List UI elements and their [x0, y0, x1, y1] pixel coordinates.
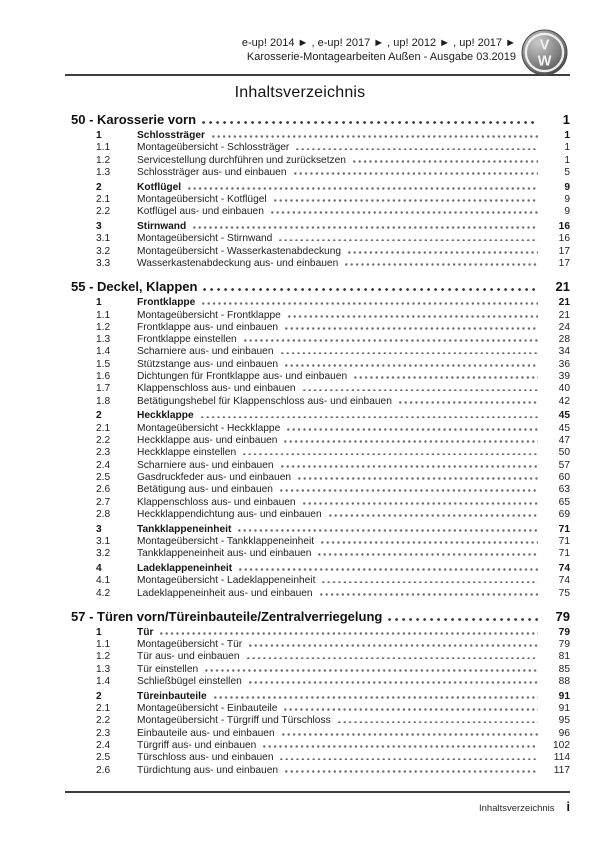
toc-item-title: Klappenschloss aus- und einbauen	[137, 496, 296, 508]
toc-item-number: 1.3	[96, 166, 111, 178]
toc-item-page-number: 1	[564, 130, 570, 141]
toc-item-page-number: 71	[558, 548, 570, 560]
toc-item-number: 2.1	[96, 703, 111, 715]
toc-item-number: 3.3	[96, 257, 111, 269]
toc-item-page-number: 117	[553, 764, 570, 776]
dot-leader	[303, 389, 538, 392]
toc-item-row[interactable]	[65, 447, 570, 459]
dot-leader	[205, 669, 538, 672]
toc-item-title: Wasserkastenabdeckung aus- und einbauen	[137, 257, 339, 269]
toc-item-title: Heckklappe einstellen	[137, 447, 237, 459]
dot-leader	[294, 172, 538, 175]
toc-item-number: 2.2	[96, 435, 111, 447]
toc	[65, 112, 570, 777]
dot-leader	[193, 226, 538, 229]
toc-item-page-number: 17	[558, 245, 570, 257]
toc-item-title: Kotflügel aus- und einbauen	[137, 206, 264, 218]
toc-item-page-number: 21	[558, 309, 570, 321]
toc-item-row[interactable]	[65, 575, 570, 587]
toc-chapter-row[interactable]	[65, 112, 570, 127]
page-header	[65, 0, 570, 76]
toc-item-page-number: 60	[558, 471, 570, 483]
toc-item-number: 1	[96, 130, 102, 141]
toc-item-page-number: 39	[558, 371, 570, 383]
dot-leader	[202, 302, 538, 305]
toc-item-row[interactable]	[65, 233, 570, 245]
dot-leader	[160, 632, 538, 635]
toc-item-number: 2.2	[96, 206, 111, 218]
toc-item-row[interactable]	[65, 322, 570, 334]
toc-item-title: Montageübersicht - Ladeklappeneinheit	[137, 575, 316, 587]
dot-leader	[285, 770, 538, 773]
dot-leader	[212, 135, 538, 138]
toc-item-number: 3.2	[96, 548, 111, 560]
toc-item-title: Frontklappe einstellen	[137, 334, 237, 346]
toc-item-row[interactable]	[65, 155, 570, 167]
toc-item-row[interactable]	[65, 142, 570, 154]
toc-item-row[interactable]	[65, 536, 570, 548]
toc-item-title: Montageübersicht - Einbauteile	[137, 703, 278, 715]
toc-item-number: 1.2	[96, 154, 111, 166]
toc-item-number: 2.4	[96, 740, 111, 752]
dot-leader	[321, 541, 538, 544]
dot-leader	[247, 657, 538, 660]
toc-item-page-number: 17	[558, 257, 570, 269]
toc-item-page-number: 45	[558, 410, 570, 422]
toc-item-row[interactable]	[65, 206, 570, 218]
dot-leader	[244, 339, 538, 342]
toc-item-page-number: 9	[564, 206, 570, 218]
dot-leader	[243, 453, 538, 456]
toc-item-number: 3	[96, 523, 102, 535]
toc-item-number: 4.2	[96, 587, 111, 599]
toc-item-page-number: 74	[558, 563, 570, 574]
dot-leader	[284, 708, 538, 711]
toc-item-number: 2.6	[96, 484, 111, 496]
toc-item-title: Scharniere aus- und einbauen	[137, 346, 274, 358]
dot-leader	[274, 199, 538, 202]
dot-leader	[296, 148, 538, 151]
toc-item-number: 1	[96, 626, 102, 638]
toc-item-number: 2.3	[96, 447, 111, 459]
dot-leader	[320, 593, 538, 596]
dot-leader	[285, 364, 538, 367]
toc-item-number: 1.8	[96, 395, 111, 407]
toc-item-row[interactable]	[65, 182, 570, 194]
toc-item-title: Montageübersicht - Kotflügel	[137, 193, 267, 205]
toc-chapter-label: 57 - Türen vorn/Türeinbauteile/Zentralverriegelung	[71, 608, 383, 624]
toc-item-title: Montageübersicht - Tür	[137, 639, 243, 651]
toc-item-number: 1.4	[96, 676, 111, 688]
dot-leader	[249, 681, 538, 684]
toc-item-page-number: 91	[558, 703, 570, 715]
dot-leader	[353, 160, 538, 163]
toc-item-number: 2	[96, 181, 102, 193]
toc-item-number: 3.1	[96, 535, 111, 547]
toc-item-row[interactable]	[65, 194, 570, 206]
toc-chapter-label: 50 - Karosserie vorn	[71, 112, 197, 127]
toc-item-row[interactable]	[65, 676, 570, 688]
toc-item-page-number: 79	[558, 626, 570, 638]
toc-item-page-number: 69	[558, 508, 570, 520]
toc-item-page-number: 85	[558, 663, 570, 675]
toc-item-number: 2.1	[96, 422, 111, 434]
toc-item-row[interactable]	[65, 359, 570, 371]
toc-item-page-number: 40	[558, 383, 570, 395]
toc-item-number: 1.4	[96, 346, 111, 358]
page-title: Inhaltsverzeichnis	[234, 84, 366, 101]
toc-item-title: Türschloss aus- und einbauen	[137, 752, 274, 764]
toc-item-title: Tür einstellen	[137, 663, 199, 675]
toc-item-row[interactable]	[65, 715, 570, 727]
dot-leader	[329, 514, 538, 517]
toc-item-title: Servicestellung durchführen und zurücksetzen	[137, 154, 346, 166]
dot-leader	[202, 121, 538, 124]
dot-leader	[271, 211, 538, 214]
dot-leader	[348, 251, 538, 254]
dot-leader	[281, 465, 539, 468]
toc-item-row[interactable]	[65, 639, 570, 651]
toc-item-title: Tankklappeneinheit aus- und einbauen	[137, 548, 312, 560]
toc-item-row[interactable]	[65, 651, 570, 663]
toc-item-page-number: 95	[558, 715, 570, 727]
toc-item-number: 4.1	[96, 575, 111, 587]
toc-item-row[interactable]	[65, 460, 570, 472]
toc-item-page-number: 65	[558, 496, 570, 508]
toc-item-row[interactable]	[65, 691, 570, 703]
toc-item-title: Montageübersicht - Stirnwand	[137, 233, 273, 245]
toc-item-title: Ladeklappeneinheit aus- und einbauen	[137, 587, 313, 599]
dot-leader	[280, 758, 538, 761]
toc-item-title: Heckklappe	[137, 410, 194, 422]
toc-item-page-number: 42	[558, 395, 570, 407]
toc-item-row[interactable]	[65, 740, 570, 752]
toc-item-title: Heckklappendichtung aus- und einbauen	[137, 508, 322, 520]
toc-item-title: Frontklappe aus- und einbauen	[137, 321, 279, 333]
toc-item-page-number: 9	[564, 193, 570, 205]
toc-item-title: Montageübersicht - Schlossträger	[137, 142, 290, 154]
svg-text:V: V	[539, 37, 550, 54]
toc-item-number: 1.5	[96, 358, 111, 370]
toc-item-number: 2.7	[96, 496, 111, 508]
toc-item-title: Tankklappeneinheit	[137, 523, 232, 535]
toc-item-row[interactable]	[65, 472, 570, 484]
toc-item-page-number: 16	[558, 221, 570, 233]
toc-item-number: 2.3	[96, 727, 111, 739]
toc-item-page-number: 63	[558, 484, 570, 496]
toc-item-title: Türdichtung aus- und einbauen	[137, 764, 279, 776]
toc-item-row[interactable]	[65, 435, 570, 447]
toc-item-row[interactable]	[65, 383, 570, 395]
toc-item-title: Tür	[137, 626, 154, 638]
toc-item-row[interactable]	[65, 334, 570, 346]
toc-item-title: Kotflügel	[137, 181, 182, 193]
toc-item-row[interactable]	[65, 410, 570, 422]
toc-item-title: Montageübersicht - Tankklappeneinheit	[137, 535, 315, 547]
toc-item-number: 1.7	[96, 383, 111, 395]
dot-leader	[188, 187, 538, 190]
toc-chapter-page-number: 79	[555, 608, 570, 624]
toc-item-page-number: 50	[558, 447, 570, 459]
toc-item-page-number: 36	[558, 358, 570, 370]
toc-item-number: 2.5	[96, 752, 111, 764]
dot-leader	[249, 644, 538, 647]
toc-item-page-number: 1	[564, 154, 570, 166]
dot-leader	[388, 618, 538, 621]
toc-item-number: 2.2	[96, 715, 111, 727]
dot-leader	[282, 733, 538, 736]
toc-item-row[interactable]	[65, 484, 570, 496]
toc-item-row[interactable]	[65, 664, 570, 676]
svg-text:W: W	[537, 53, 552, 70]
toc-item-title: Montageübersicht - Frontklappe	[137, 309, 281, 321]
toc-item-title: Schließbügel einstellen	[137, 676, 242, 688]
dot-leader	[345, 263, 538, 266]
header-subtitle-line: Karosserie-Montagearbeiten Außen - Ausgabe 03.2019	[246, 50, 516, 63]
toc-item-page-number: 45	[558, 422, 570, 434]
toc-item-row[interactable]	[65, 509, 570, 521]
toc-item-number: 1.6	[96, 371, 111, 383]
toc-item-number: 1.2	[96, 321, 111, 333]
toc-item-page-number: 16	[558, 233, 570, 245]
header-models-line: e-up! 2014 ► , e-up! 2017 ► , up! 2012 ► , up! 2017 ►	[241, 37, 516, 49]
toc-item-title: Frontklappe	[137, 297, 196, 309]
toc-item-title: Montageübersicht - Heckklappe	[137, 422, 281, 434]
toc-item-title: Betätigung aus- und einbauen	[137, 484, 273, 496]
toc-item-page-number: 57	[558, 459, 570, 471]
toc-item-page-number: 47	[558, 435, 570, 447]
toc-item-row[interactable]	[65, 167, 570, 179]
toc-item-page-number: 28	[558, 334, 570, 346]
dot-leader	[287, 428, 538, 431]
dot-leader	[303, 502, 538, 505]
toc-item-title: Türeinbauteile	[137, 690, 207, 702]
toc-item-number: 2	[96, 690, 102, 702]
toc-chapter-label: 55 - Deckel, Klappen	[71, 279, 198, 295]
toc-item-title: Stirnwand	[137, 221, 187, 233]
toc-item-row[interactable]	[65, 765, 570, 777]
dot-leader	[201, 416, 538, 419]
footer-page-number: i	[566, 800, 570, 814]
toc-item-number: 1.3	[96, 663, 111, 675]
toc-item-page-number: 1	[564, 142, 570, 154]
toc-item-number: 1.2	[96, 651, 111, 663]
toc-item-row[interactable]	[65, 396, 570, 408]
toc-item-number: 2.8	[96, 508, 111, 520]
toc-item-number: 1.1	[96, 142, 111, 154]
toc-chapter-row[interactable]	[65, 279, 570, 294]
toc-item-row[interactable]	[65, 130, 570, 142]
toc-item-title: Schlossträger aus- und einbauen	[137, 166, 287, 178]
toc-item-title: Ladeklappeneinheit	[137, 563, 233, 574]
toc-item-page-number: 102	[553, 740, 570, 752]
toc-item-number: 3.1	[96, 233, 111, 245]
toc-item-title: Montageübersicht - Türgriff und Türschloss	[137, 715, 331, 727]
toc-item-title: Tür aus- und einbauen	[137, 651, 240, 663]
toc-item-row[interactable]	[65, 246, 570, 258]
toc-item-title: Betätigungshebel für Klappenschloss aus- und einbauen	[137, 395, 392, 407]
toc-item-number: 2.4	[96, 459, 111, 471]
toc-item-row[interactable]	[65, 346, 570, 358]
toc-item-number: 1.1	[96, 639, 111, 651]
toc-item-row[interactable]	[65, 548, 570, 560]
toc-item-page-number: 9	[564, 181, 570, 193]
toc-chapter-page-number: 1	[562, 112, 570, 127]
toc-item-number: 1.3	[96, 334, 111, 346]
toc-item-title: Scharniere aus- und einbauen	[137, 459, 274, 471]
toc-item-number: 2	[96, 410, 102, 422]
toc-item-row[interactable]	[65, 310, 570, 322]
dot-leader	[280, 489, 538, 492]
toc-item-title: Einbauteile aus- und einbauen	[137, 727, 275, 739]
toc-item-page-number: 71	[558, 523, 570, 535]
dot-leader	[263, 745, 538, 748]
toc-item-row[interactable]	[65, 297, 570, 309]
toc-item-row[interactable]	[65, 752, 570, 764]
dot-leader	[322, 581, 538, 584]
toc-item-row[interactable]	[65, 258, 570, 270]
toc-item-page-number: 91	[558, 690, 570, 702]
vw-logo-icon	[521, 29, 568, 76]
toc-item-number: 3.2	[96, 245, 111, 257]
toc-item-title: Stützstange aus- und einbauen	[137, 358, 279, 370]
toc-item-row[interactable]	[65, 588, 570, 600]
toc-item-page-number: 74	[558, 575, 570, 587]
toc-item-title: Türgriff aus- und einbauen	[137, 740, 257, 752]
toc-item-title: Montageübersicht - Wasserkastenabdeckung	[137, 245, 342, 257]
toc-item-row[interactable]	[65, 221, 570, 233]
toc-item-page-number: 34	[558, 346, 570, 358]
toc-item-number: 3	[96, 221, 102, 233]
toc-item-number: 1.1	[96, 309, 111, 321]
dot-leader	[288, 315, 538, 318]
toc-item-page-number: 21	[558, 297, 570, 309]
dot-leader	[284, 440, 538, 443]
toc-item-page-number: 114	[553, 752, 570, 764]
toc-item-title: Dichtungen für Frontklappe aus- und einbauen	[137, 371, 348, 383]
dot-leader	[399, 401, 538, 404]
dot-leader	[338, 721, 538, 724]
toc-item-number: 2.6	[96, 764, 111, 776]
toc-item-page-number: 5	[564, 166, 570, 178]
toc-item-number: 1	[96, 297, 102, 309]
toc-item-row[interactable]	[65, 497, 570, 509]
toc-item-page-number: 81	[558, 651, 570, 663]
toc-item-page-number: 24	[558, 321, 570, 333]
toc-item-row[interactable]	[65, 563, 570, 575]
dot-leader	[279, 239, 538, 242]
toc-item-page-number: 88	[558, 676, 570, 688]
dot-leader	[238, 529, 538, 532]
toc-item-title: Heckklappe aus- und einbauen	[137, 435, 278, 447]
toc-item-number: 2.1	[96, 193, 111, 205]
toc-item-row[interactable]	[65, 371, 570, 383]
dot-leader	[298, 477, 538, 480]
page-footer	[65, 791, 570, 814]
dot-leader	[281, 352, 539, 355]
toc-item-row[interactable]	[65, 423, 570, 435]
toc-chapter-row[interactable]	[65, 609, 570, 624]
dot-leader	[203, 288, 538, 291]
dot-leader	[354, 376, 538, 379]
toc-item-page-number: 79	[558, 639, 570, 651]
dot-leader	[214, 696, 538, 699]
dot-leader	[318, 553, 538, 556]
footer-label: Inhaltsverzeichnis	[479, 803, 555, 814]
toc-item-number: 4	[96, 563, 102, 574]
toc-item-page-number: 96	[558, 727, 570, 739]
toc-item-row[interactable]	[65, 703, 570, 715]
toc-item-page-number: 75	[558, 587, 570, 599]
toc-item-title: Gasdruckfeder aus- und einbauen	[137, 471, 292, 483]
toc-item-row[interactable]	[65, 728, 570, 740]
toc-item-row[interactable]	[65, 627, 570, 639]
toc-item-number: 2.5	[96, 471, 111, 483]
toc-item-title: Klappenschloss aus- und einbauen	[137, 383, 296, 395]
toc-item-page-number: 71	[558, 535, 570, 547]
toc-item-title: Schlossträger	[137, 130, 205, 141]
toc-item-row[interactable]	[65, 524, 570, 536]
dot-leader	[285, 327, 538, 330]
dot-leader	[239, 568, 538, 571]
toc-chapter-page-number: 21	[555, 279, 570, 295]
